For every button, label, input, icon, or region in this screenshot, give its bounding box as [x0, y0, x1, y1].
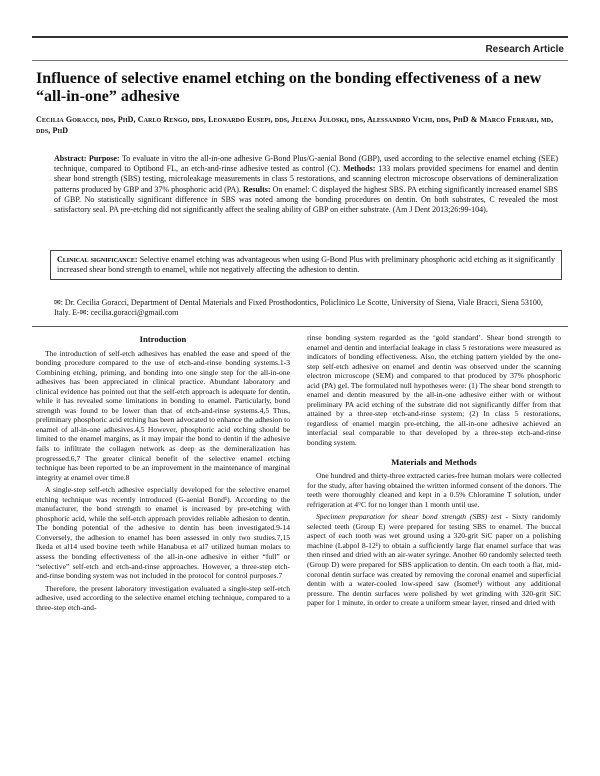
correspondence: ✉: Dr. Cecilia Goracci, Department of Dental Materials and Fixed Prosthodontics, Policlinico Le Scotte, University of Siena, Viale Bracci, Siena 53100, Italy. E-✉: cecilia.goracci@gmail.com	[54, 298, 543, 317]
abstract-results: On enamel: C displayed the highest SBS. PA etching significantly increased enamel SBS of GBP. No statistically significant difference in SBS was noted among the bonding procedures on dentin. On both substrates, C revealed the most satisfactory seal. PA pre-etching did not significantly affect the sealing ability of GBP on either substrate. (Am J Dent 2013;26:99-104).	[54, 184, 558, 215]
intro-paragraph-3: Therefore, the present laboratory investigation evaluated a single-step self-etch adhesive, used according to the selective enamel etching technique, compared to a three-step etch-and-	[36, 583, 290, 612]
clinical-significance-box	[50, 250, 562, 280]
abstract-results-label: Results:	[243, 184, 271, 194]
abstract-purpose: To evaluate in vitro the all-in-one adhesive G-Bond Plus/G-aenial Bond (GBP), used according to the selective enamel etching (SEE) technique, compared to Optibond FL, an etch-and-rinse adhesive tested as control (C).	[54, 154, 559, 174]
intro-paragraph-continued: rinse bonding system regarded as the ‘gold standard’. Shear bond strength to enamel and dentin and interfacial leakage in class 5 restorations were measured as indicators of bonding effectiveness. Also, the etching pattern yielded by the one-step self-etch adhesive on enamel and dentin was observed under the scanning electron microscope (SEM) and compared to that produced by 37% phosphoric acid (PA) gel. The formulated null hypotheses were: (1) The shear bond strength to enamel and dentin measured by the all-in-one adhesive either with or without preliminary PA acid etching of the substrate did not significantly differ from that attained by a three-step etch-and-rinse system; (2) In class 5 restorations, regardless of enamel margin pre-etching, the all-in-one adhesive achieved an interfacial seal comparable to that developed by a three-step etch-and-rinse bonding system.	[307, 333, 561, 448]
introduction-heading: Introduction	[139, 334, 187, 344]
clinical-significance-label: Clinical significance:	[57, 255, 138, 264]
sbs-subheading: Specimen preparation for shear bond strength (SBS) test	[316, 512, 502, 522]
methods-paragraph-2	[307, 512, 561, 607]
author-list: Cecilia Goracci, dds, PhD, Carlo Rengo, dds, Leonardo Eusepi, dds, Jelena Juloski, dds, Alessandro Vichi, dds, PhD & Marco Ferrari, md, dds, PhD	[36, 115, 554, 135]
section-tag: Research Article	[485, 44, 564, 55]
abstract	[54, 154, 558, 215]
abstract-methods-label: Methods:	[342, 164, 376, 174]
top-rule	[32, 36, 568, 38]
intro-paragraph-1: The introduction of self-etch adhesives has enabled the ease and speed of the bonding procedure compared to the use of etch-and-rinse bonding systems.1-3 Combining etching, priming, and bonding into one single step for the all-in-one adhesives has been appreciated in clinical practice. Abundant laboratory and clinical evidence has pointed out that the self-etch approach is adequate for dentin, while it has revealed some limitations in bonding to enamel. Particularly, bond strength was found to be lower than that of etch-and-rinse systems.4,5 Thus, preliminary phosphoric acid etching has been advocated to enhance the adhesion to enamel of all-in-one adhesives.4,5 However, phosphoric acid etching should be limited to the enamel margins, as it may impair the bond to dentin if the adhesive fails to infiltrate the collagen network as deep as the demineralization has progressed.6,7 The greater clinical benefit of the selective enamel etching technique has been reported to be an improvement in the maintenance of marginal integrity at enamel over time.8	[36, 348, 290, 482]
abstract-purpose-label: Abstract: Purpose:	[54, 154, 120, 163]
correspondence-rule	[32, 326, 568, 327]
right-column	[307, 333, 561, 611]
article-title: Influence of selective enamel etching on the bonding effectiveness of a new “all-in-one” adhesive	[36, 70, 542, 105]
methods-paragraph-1: One hundred and thirty-three extracted caries-free human molars were collected for the study, after having obtained the written informed consent of the donors. The teeth were thoroughly cleaned and kept in a 0.5% Chloramine T solution, under refrigeration at 4°C for no longer than 1 month until use.	[307, 471, 561, 509]
intro-paragraph-2: A single-step self-etch adhesive especially developed for the selective enamel etching technique was recently introduced (G-aenial Bond¹). According to the manufacturer, the bond strength to enamel is increased by pre-etching with phosphoric acid, while the self-etch approach provides reliable adhesion to dentin. The bonding potential of the adhesive to dentin has been investigated.9-14 Conversely, the adhesion to enamel has been assessed in only two studies.7,15 Ikeda et al14 used bovine teeth while Hanabusa et al7 utilized human molars to assess the bonding effectiveness of the all-in-one adhesive in either “full” or “selective” self-etch and etch-and-rinse approaches. However, a three-step etch-and-rinse bonding system was not included in the protocol for control purposes.7	[36, 485, 290, 581]
clinical-significance-text: Selective enamel etching was advantageous when using G-Bond Plus with preliminary phosphoric acid etching as it significantly increased shear bond strength to enamel, while not negatively affecting the adhesion to dentin.	[57, 255, 555, 274]
materials-methods-heading: Materials and Methods	[391, 456, 477, 467]
sbs-text: - Sixty randomly selected teeth (Group E) were prepared for testing SBS to enamel. The buccal aspect of each tooth was wet ground using a 320-grit SiC paper on a polishing machine (Labpol 8-12¹) to obtain a sufficiently large flat enamel surface that was then rinsed and dried with an air-water syringe. Another 60 randomly selected teeth (Group D) were prepared for SBS application to dentin. On each tooth a flat, mid-coronal dentin surface was created by removing the coronal enamel and superficial dentin with a water-cooled low-speed saw (Isomet¹) without any additional pressure. The dentin surfaces were polished by wet grinding with 320-grit SiC paper for 1 minute, in order to create a uniform smear layer, rinsed and dried with	[307, 512, 561, 608]
abstract-methods: 133 molars provided specimens for enamel and dentin shear bond strength (SBS) testing, microleakage measurements in class 5 restorations, and scanning electron microscope observations of demineralization patterns produced by GBP and 37% phosphoric acid (PA).	[54, 164, 558, 194]
left-column	[36, 333, 290, 615]
header-rule	[32, 60, 568, 61]
